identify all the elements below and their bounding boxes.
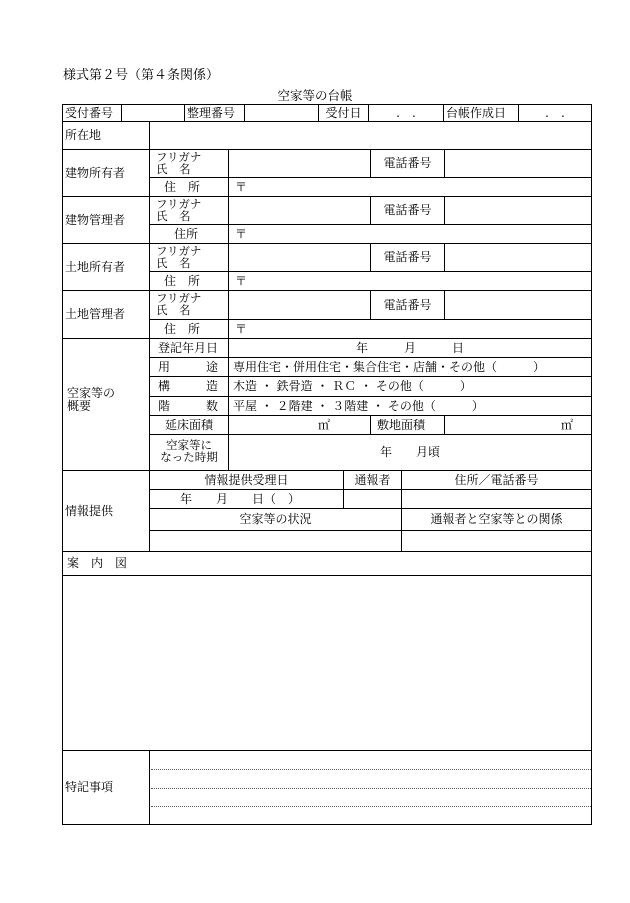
building-owner-address-field[interactable]: 〒: [229, 178, 592, 197]
land-manager-label: 土地管理者: [62, 291, 150, 339]
location-field[interactable]: [150, 122, 592, 150]
overview-label-line2: 概要: [67, 398, 92, 413]
land-manager-name-field[interactable]: [229, 291, 371, 320]
land-owner-address-label: 住 所: [150, 272, 229, 291]
address-phone-label: 住所／電話番号: [402, 471, 592, 490]
building-owner-phone-field[interactable]: [445, 150, 592, 178]
building-manager-phone-field[interactable]: [445, 197, 592, 225]
floor-area-label: 延床面積: [150, 416, 229, 435]
overview-label-line1: 空家等の: [67, 386, 116, 400]
name-label: 氏 名: [156, 161, 191, 176]
registration-date-field[interactable]: 年 月 日: [229, 339, 592, 358]
land-owner-phone-field[interactable]: [445, 244, 592, 272]
map-area[interactable]: [62, 576, 592, 751]
furigana-label: フリガナ: [156, 150, 202, 164]
document-title: 空家等の台帳: [277, 88, 353, 103]
relation-label: 通報者と空家等との関係: [402, 509, 592, 531]
reporter-field[interactable]: [344, 490, 402, 509]
usage-options[interactable]: 専用住宅・併用住宅・集合住宅・店舗・その他（ ）: [229, 358, 592, 377]
site-area-label: 敷地面積: [371, 416, 445, 435]
vacant-since-label: [150, 435, 229, 471]
furigana-label: フリガナ: [156, 197, 202, 211]
land-manager-address-label: 住 所: [150, 320, 229, 339]
land-owner-name-label: [150, 244, 229, 272]
reception-date-label: 受付日: [319, 104, 369, 122]
ledger-date-label: 台帳作成日: [444, 104, 519, 122]
land-manager-name-label: [150, 291, 229, 320]
relation-field[interactable]: [402, 531, 592, 552]
location-label: 所在地: [62, 122, 150, 150]
reception-number-label: 受付番号: [62, 104, 122, 122]
received-date-label: 情報提供受理日: [150, 471, 344, 490]
land-manager-phone-label: 電話番号: [371, 291, 445, 320]
status-field[interactable]: [150, 531, 402, 552]
structure-label: 構 造: [150, 377, 229, 397]
name-label: 氏 名: [156, 255, 191, 270]
address-phone-field[interactable]: [402, 490, 592, 509]
floors-options[interactable]: 平屋 ・ ２階建 ・ ３階建 ・ その他（ ）: [229, 397, 592, 416]
floor-area-field[interactable]: ㎡: [229, 416, 371, 435]
building-manager-name-field[interactable]: [229, 197, 371, 225]
reception-number-field[interactable]: [122, 104, 185, 122]
building-manager-address-label: 住所: [150, 225, 229, 244]
usage-label: 用 途: [150, 358, 229, 377]
vacant-since-label-line2: なった時期: [160, 450, 218, 465]
land-manager-address-field[interactable]: 〒: [229, 320, 592, 339]
info-provided-label: 情報提供: [62, 471, 150, 552]
building-manager-name-label: [150, 197, 229, 225]
furigana-label: フリガナ: [156, 291, 202, 305]
building-manager-phone-label: 電話番号: [371, 197, 445, 225]
notes-ruled-line: [151, 806, 591, 807]
building-manager-label: 建物管理者: [62, 197, 150, 244]
building-owner-label: 建物所有者: [62, 150, 150, 197]
name-label: 氏 名: [156, 208, 191, 223]
reception-date-field[interactable]: . .: [369, 104, 444, 122]
ledger-date-field[interactable]: . .: [519, 104, 592, 122]
vacant-house-ledger-form: [62, 104, 592, 825]
land-owner-phone-label: 電話番号: [371, 244, 445, 272]
building-owner-address-label: 住 所: [150, 178, 229, 197]
name-label: 氏 名: [156, 302, 191, 317]
building-manager-address-field[interactable]: 〒: [229, 225, 592, 244]
registration-date-label: 登記年月日: [150, 339, 229, 358]
overview-label: [62, 339, 150, 471]
building-owner-phone-label: 電話番号: [371, 150, 445, 178]
reporter-label: 通報者: [344, 471, 402, 490]
vacant-since-field[interactable]: 年 月頃: [229, 435, 592, 471]
land-owner-label: 土地所有者: [62, 244, 150, 291]
furigana-label: フリガナ: [156, 244, 202, 258]
land-owner-name-field[interactable]: [229, 244, 371, 272]
land-owner-address-field[interactable]: 〒: [229, 272, 592, 291]
vacant-since-label-line1: 空家等に: [166, 438, 212, 452]
reference-number-field[interactable]: [245, 104, 319, 122]
notes-ruled-line: [151, 788, 591, 789]
floors-label: 階 数: [150, 397, 229, 416]
reference-number-label: 整理番号: [185, 104, 245, 122]
building-owner-name-label: [150, 150, 229, 178]
notes-ruled-line: [151, 769, 591, 770]
structure-options[interactable]: 木造 ・ 鉄骨造 ・ ＲＣ ・ その他（ ）: [229, 377, 592, 397]
status-label: 空家等の状況: [150, 509, 402, 531]
map-label: 案 内 図: [62, 552, 592, 576]
land-manager-phone-field[interactable]: [445, 291, 592, 320]
received-date-field[interactable]: 年 月 日（ ）: [150, 490, 344, 509]
building-owner-name-field[interactable]: [229, 150, 371, 178]
form-number: 様式第２号（第４条関係）: [63, 68, 220, 83]
notes-label: 特記事項: [62, 751, 150, 825]
site-area-field[interactable]: ㎡: [445, 416, 592, 435]
